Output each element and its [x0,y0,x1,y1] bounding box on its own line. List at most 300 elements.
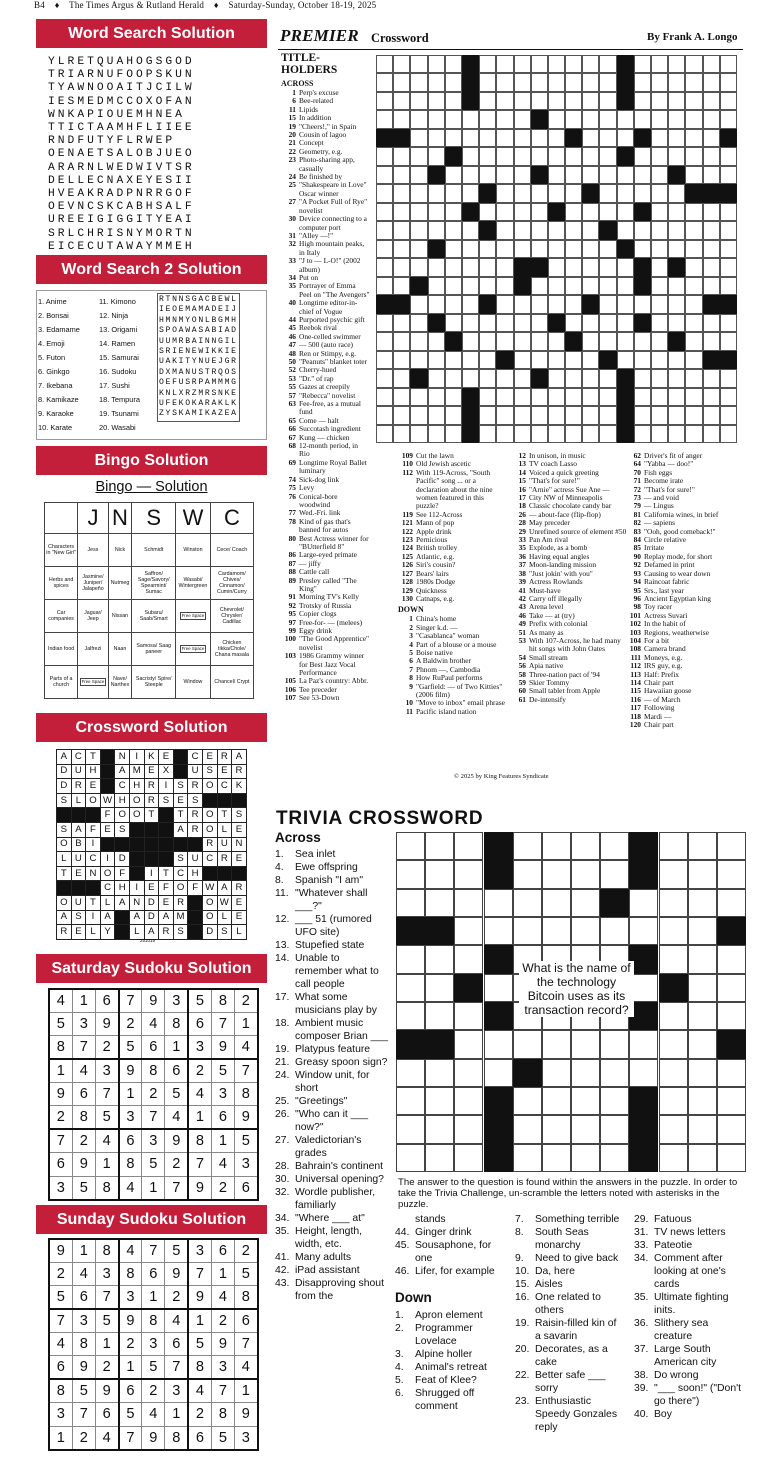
clue-number: 71 [633,476,641,486]
word-search-2-word: 2. Bonsai [38,311,69,320]
clue-text: "Just jokin' with you" [529,568,593,578]
grid-cell [634,295,651,313]
trivia-clues-col2 [395,1213,510,1413]
grid-cell [428,203,445,221]
clue-number: 36. [634,1318,649,1329]
grid-cell [496,277,513,295]
grid-cell [720,166,737,184]
grid-cell [513,832,542,860]
solution-letter: K [232,779,247,794]
sudoku-cell: 4 [95,1426,118,1450]
clue-text: Apple drink [416,526,452,536]
grid-cell [720,147,737,165]
premier-clue [281,400,372,417]
clue-text: Actress Suvari [644,610,688,620]
black-square [703,184,720,202]
trivia-clue [275,1017,390,1043]
clue-number: 31 [288,230,296,240]
clue-text: Pateotie [654,1240,693,1251]
grid-cell [393,406,410,424]
grid-cell [617,332,634,350]
solution-letter: S [173,779,188,794]
solution-letter: L [86,925,101,940]
clue-number: 21. [275,1057,290,1068]
solution-letter: F [100,808,115,823]
trivia-question: What is the name of the technology Bitcoin uses as its transaction record? [519,961,634,1017]
grid-cell [514,351,531,369]
clue-number: 63 [288,399,296,409]
black-square [428,240,445,258]
word-search-2-word: 4. Emoji [38,339,65,348]
solution-letter: S [173,925,188,940]
clue-number: 113 [630,669,641,679]
grid-cell [484,889,513,917]
clue-text: Pernicious [416,535,448,545]
clue-text: Da, here [535,1266,575,1277]
grid-cell [651,314,668,332]
black-square [720,184,737,202]
grid-cell [425,1059,454,1087]
solution-letter: I [100,852,115,867]
grid-cell [565,240,582,258]
grid-cell [582,369,599,387]
clue-number: 28 [518,518,526,528]
black-square [86,808,101,823]
grid-cell [651,369,668,387]
grid-cell [599,92,616,110]
grid-cell [688,889,717,917]
bingo-corner [45,503,78,534]
black-square [484,1115,513,1143]
grid-cell [548,425,565,443]
grid-cell [565,73,582,91]
trivia-clue [275,1264,390,1277]
grid-cell [548,92,565,110]
solution-letter: A [129,910,144,925]
solution-letter: R [173,895,188,910]
clue-number: 32. [275,1187,290,1198]
sudoku-cell: 5 [235,1129,258,1153]
sudoku-cell: 1 [211,1263,234,1286]
grid-cell [479,388,496,406]
premier-clue [398,511,510,519]
page-number: B4 [34,0,45,10]
grid-cell [651,240,668,258]
trivia-clue [275,1134,390,1160]
clue-number: 42 [518,593,526,603]
premier-copyright: © 2025 by King Features Syndicate [454,773,549,780]
clue-text: Wordle publisher, familiarly [295,1187,376,1211]
clue-number: 88 [288,567,296,577]
clue-text: Platypus feature [295,1044,371,1055]
grid-cell [514,110,531,128]
sudoku-cell: 6 [119,1379,142,1403]
black-square [428,166,445,184]
clue-number: 54 [518,652,526,662]
clue-text: Fee-free, as a mutual fund [299,399,361,417]
page-header: B4 ♦ The Times Argus & Rutland Herald ♦ Saturday-Sunday, October 18-19, 2025 [34,0,377,10]
solution-letter: U [71,764,86,779]
clue-number: 11 [406,706,413,716]
clue-text: "___ soon!" ("Don't go there") [654,1383,741,1407]
clue-text: Quickness [416,585,447,595]
sudoku-cell: 7 [119,989,142,1013]
clue-text: Cherry-hued [299,365,337,375]
crossword-credit: 251019 [140,938,156,943]
grid-cell [393,110,410,128]
clue-text: Aisles [535,1279,563,1290]
grid-cell [599,129,616,147]
grid-cell [651,295,668,313]
black-square [159,852,174,867]
grid-cell [717,1144,746,1172]
clue-number: 97 [288,617,296,627]
clue-number: 24. [275,1070,290,1081]
sudoku-cell: 3 [235,1426,258,1450]
clue-number: 81 [633,509,641,519]
black-square [617,406,634,424]
clue-text: Tee preceder [299,684,337,694]
clue-text: Geometry, e.g. [299,146,343,156]
clue-text: Large-eyed primate [299,550,357,560]
grid-cell [548,110,565,128]
grid-cell [462,332,479,350]
clue-text: Srs., last year [644,585,684,595]
grid-cell [571,860,600,888]
grid-cell [410,129,427,147]
black-square [232,866,247,881]
black-square [617,388,634,406]
grid-cell [396,1087,425,1115]
grid-cell [428,147,445,165]
trivia-clue [634,1382,749,1408]
black-square [484,1002,513,1030]
clue-text: Hawaiian goose [644,686,692,696]
trivia-clue [634,1252,749,1291]
grid-cell [600,1087,629,1115]
clue-number: 74 [288,474,296,484]
grid-cell [617,166,634,184]
grid-cell [582,314,599,332]
clue-text: Must-have [529,585,561,595]
clue-text: Come — halt [299,415,339,425]
sudoku-cell: 5 [211,1059,234,1083]
trivia-clue [275,1186,390,1212]
premier-subtitle: Crossword [371,31,429,45]
grid-cell [496,258,513,276]
sudoku-cell: 1 [165,1403,188,1426]
grid-cell [513,917,542,945]
grid-cell [454,860,483,888]
sudoku-cell: 1 [72,989,95,1013]
grid-cell [376,147,393,165]
clue-text: Unrefined source of element #50 [529,526,627,536]
bingo-column-letter: S [132,503,176,534]
grid-cell [629,1030,658,1058]
clue-number: 45. [395,1240,410,1251]
black-square [393,129,410,147]
clue-text: Fish eggs [644,467,673,477]
clue-number: 3. [395,1349,404,1360]
clue-number: 123 [401,535,413,545]
grid-cell [410,388,427,406]
grid-cell [393,332,410,350]
clue-number: 100 [284,634,296,644]
solution-letter: E [86,779,101,794]
black-square [217,793,232,808]
bingo-cell: Jess [78,534,108,567]
solution-letter: A [217,881,232,896]
grid-cell [599,203,616,221]
sudoku-cell: 2 [142,1379,165,1403]
clue-text: Become irate [644,476,684,486]
solution-letter: I [129,881,144,896]
black-square [71,808,86,823]
grid-cell [425,974,454,1002]
solution-letter: I [144,866,159,881]
black-square [376,295,393,313]
premier-clue [281,694,372,702]
clue-number: 35. [275,1226,290,1237]
sudoku-cell: 4 [142,1403,165,1426]
clue-number: 106 [284,684,296,694]
sudoku-cell: 4 [188,1379,211,1403]
grid-cell [548,166,565,184]
grid-cell [659,889,688,917]
clue-text: ___ 51 (rumored UFO site) [295,914,372,938]
premier-clue [281,299,372,316]
word-search-2-word: 6. Ginkgo [38,367,70,376]
black-square [496,351,513,369]
black-square [159,822,174,837]
clue-text: City NW of Minneapolis [529,493,603,503]
grid-cell [462,129,479,147]
clue-text: 12-month period, in Rio [299,441,358,459]
grid-cell [496,73,513,91]
premier-clues-col4 [626,452,744,729]
clue-number: 3 [409,631,413,641]
grid-cell [376,221,393,239]
trivia-across-col1 [275,830,390,1303]
grid-cell [659,1059,688,1087]
grid-cell [582,147,599,165]
trivia-title: TRIVIA CROSSWORD [276,808,484,829]
solution-letter: E [71,925,86,940]
clue-text: Phnom —, Cambodia [416,664,481,674]
solution-letter: O [100,866,115,881]
sunday-sudoku-banner: Sunday Sudoku Solution [36,1205,267,1234]
black-square [425,1030,454,1058]
clue-text: Longtime Royal Ballet luminary [299,457,367,476]
word-search-row: ARARNLWEDWIVTSR [48,161,195,174]
bingo-cell: Window [176,666,211,699]
grid-cell [479,110,496,128]
grid-cell [548,73,565,91]
clue-number: 11. [275,888,289,899]
grid-cell [565,351,582,369]
clue-number: 8. [275,875,284,886]
clue-number: 121 [401,518,413,528]
grid-cell [376,92,393,110]
grid-cell [685,147,702,165]
clue-number: 46 [288,331,296,341]
black-square [582,295,599,313]
clue-number: 13. [275,940,290,951]
grid-cell [496,406,513,424]
grid-cell [479,332,496,350]
sudoku-cell: 9 [72,1356,95,1380]
sudoku-cell: 2 [211,1176,234,1200]
grid-cell [651,406,668,424]
clue-text: Sea inlet [295,849,336,860]
grid-cell [445,425,462,443]
bingo-row-label: Characters in "New Girl" [45,534,78,567]
black-square [617,55,634,73]
sudoku-cell: 8 [95,1176,118,1200]
grid-cell [617,221,634,239]
sudoku-cell: 3 [235,1153,258,1176]
grid-cell [634,351,651,369]
grid-cell [445,351,462,369]
sudoku-cell: 6 [142,1263,165,1286]
grid-cell [651,258,668,276]
grid-cell [393,240,410,258]
premier-clue [398,469,510,511]
grid-cell [425,1087,454,1115]
sudoku-cell: 5 [165,1239,188,1263]
grid-cell [514,73,531,91]
grid-cell [659,945,688,973]
grid-cell [548,406,565,424]
grid-cell [688,974,717,1002]
clue-number: 39. [634,1383,649,1394]
clue-text: Toy racer [644,602,672,612]
bingo-cell: Jalfrezi [78,633,108,666]
grid-cell [462,314,479,332]
clue-text: Mann of pop [416,518,455,528]
clue-text: "Rebecca" novelist [299,390,356,400]
trivia-clue [395,1226,510,1239]
sudoku-cell: 9 [119,1059,142,1083]
black-square [531,369,548,387]
clue-number: 117 [630,703,641,713]
bingo-row-label: Herbs and spices [45,567,78,600]
grid-cell [410,258,427,276]
grid-cell [514,221,531,239]
grid-cell [668,55,685,73]
sudoku-cell: 9 [49,1239,72,1263]
sudoku-cell: 5 [188,1333,211,1356]
grid-cell [454,1059,483,1087]
clue-text: Valedictorian's grades [295,1135,362,1159]
clue-text: Height, length, width, etc. [295,1226,363,1250]
grid-cell [462,258,479,276]
bingo-title: Bingo — Solution [95,479,208,495]
sudoku-cell: 6 [142,1036,165,1060]
sudoku-cell: 2 [188,1403,211,1426]
grid-cell [393,73,410,91]
solution-letter: E [173,793,188,808]
sudoku-cell: 6 [235,1176,258,1200]
free-space-label: Free Space [180,612,207,621]
clue-text: La Paz's country: Abbr. [299,676,369,686]
clue-text: "Move to inbox" email phrase [416,698,505,708]
clue-number: 36 [518,551,526,561]
clue-text: Boise native [416,647,453,657]
grid-cell [496,184,513,202]
grid-cell [668,240,685,258]
solution-letter: O [129,808,144,823]
grid-cell [565,425,582,443]
grid-cell [531,295,548,313]
grid-cell [617,258,634,276]
clue-text: Mardi — [644,711,672,721]
grid-cell [600,860,629,888]
clue-text: Device connecting to a computer port [299,214,367,232]
sudoku-cell: 2 [72,1426,95,1450]
grid-cell [531,425,548,443]
grid-cell [513,1144,542,1172]
grid-cell [531,184,548,202]
clue-text: South Seas monarchy [535,1227,589,1251]
clue-number: 4. [275,862,284,873]
clue-number: 27 [288,197,296,207]
solution-letter: U [188,852,203,867]
black-square [115,837,130,852]
clue-number: 116 [630,694,641,704]
black-square [217,866,232,881]
word-search-2-grid [157,293,240,422]
clue-text: Copier clogs [299,609,337,619]
sudoku-cell: 8 [235,1286,258,1310]
clue-number: 115 [630,686,641,696]
black-square [717,1030,746,1058]
grid-cell [685,425,702,443]
grid-cell [651,388,668,406]
solution-letter: R [144,793,159,808]
grid-cell [659,1144,688,1172]
sudoku-cell: 5 [165,1083,188,1106]
grid-cell [582,110,599,128]
sudoku-cell: 6 [49,1356,72,1380]
sudoku-cell: 2 [142,1083,165,1106]
premier-clue [281,215,372,232]
grid-cell [496,295,513,313]
sudoku-cell: 7 [142,1239,165,1263]
grid-cell [396,945,425,973]
grid-cell [685,203,702,221]
black-square [396,1030,425,1058]
grid-cell [514,166,531,184]
word-search-2-word: 1. Anime [38,297,67,306]
trivia-clue [275,1095,390,1108]
sudoku-cell: 7 [72,1403,95,1426]
clue-text: In the habit of [644,619,686,629]
clue-text: Concept [299,138,324,148]
clue-text: Siri's cousin? [416,560,456,570]
sudoku-cell: 7 [49,1129,72,1153]
black-square [100,837,115,852]
sudoku-cell: 9 [49,1083,72,1106]
premier-clue [281,198,372,215]
sudoku-cell: 8 [165,1426,188,1450]
black-square [599,221,616,239]
trivia-clue [275,1160,390,1173]
grid-cell [688,1030,717,1058]
clue-text: "Greetings" [295,1096,348,1107]
sudoku-cell: 2 [119,1013,142,1036]
sudoku-cell: 4 [119,1176,142,1200]
